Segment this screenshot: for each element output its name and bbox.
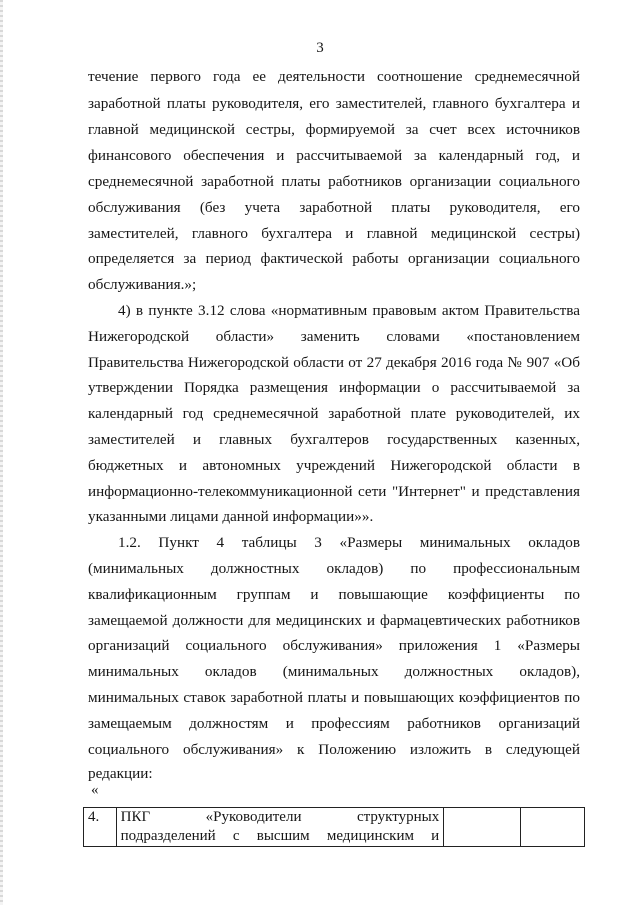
- text-line: квалификационным группам и повышающие коэффициенты по: [88, 586, 580, 603]
- text-line: указанными лицами данной информации»».: [88, 508, 374, 525]
- text-line: среднемесячной заработной платы работников организации социального: [88, 173, 580, 190]
- text-line: бюджетных и автономных учреждений Нижегородской области в: [88, 457, 580, 474]
- text-line: обслуживания (без учета заработной платы руководителя, его: [88, 199, 580, 216]
- row-description: [116, 808, 444, 847]
- text-line: организаций социального обслуживания» приложения 1 «Размеры: [88, 637, 580, 654]
- row-cell-empty: [521, 808, 585, 847]
- text-line: заместителей, главного бухгалтера и главной медицинской сестры): [88, 225, 580, 242]
- text-line: замещаемым должностям и профессиям работников организаций: [88, 715, 580, 732]
- text-line: информационно-телекоммуникационной сети "Интернет" и представления: [88, 483, 580, 500]
- text-line: утверждении Порядка размещения информации о рассчитываемой за: [88, 379, 580, 396]
- row-cell-empty: [444, 808, 521, 847]
- row-number: 4.: [84, 808, 117, 847]
- text-line: течение первого года ее деятельности соотношение среднемесячной: [88, 68, 580, 85]
- table-row: [84, 808, 585, 847]
- text-line: финансового обеспечения и рассчитываемой за календарный год, и: [88, 147, 580, 164]
- text-line: обслуживания.»;: [88, 276, 197, 293]
- text-line: Нижегородской области» заменить словами «постановлением: [88, 328, 580, 345]
- text-line: заработной платы руководителя, его заместителей, главного бухгалтера и: [88, 95, 580, 112]
- salary-table: [83, 807, 585, 847]
- text-line: Правительства Нижегородской области от 27 декабря 2016 года № 907 «Об: [88, 354, 580, 371]
- text-line: минимальных ставок заработной платы и повышающих коэффициентов по: [88, 689, 580, 706]
- text-line: определяется за период фактической работы организации социального: [88, 250, 580, 267]
- text-line: социального обслуживания» к Положению изложить в следующей: [88, 741, 580, 758]
- text-line: 1.2. Пункт 4 таблицы 3 «Размеры минимальных окладов: [118, 534, 580, 551]
- scan-edge: [0, 0, 3, 905]
- text-line: главной медицинской сестры, формируемой за счет всех источников: [88, 121, 580, 138]
- row-description-line: подразделений с высшим медицинским и: [120, 828, 440, 844]
- text-line: 4) в пункте 3.12 слова «нормативным правовым актом Правительства: [118, 302, 580, 319]
- opening-quote: «: [91, 782, 99, 798]
- row-description-line: ПКГ «Руководители структурных: [120, 809, 440, 825]
- page-number: 3: [316, 40, 324, 56]
- text-line: (минимальных должностных окладов) по профессиональным: [88, 560, 580, 577]
- text-line: календарный год среднемесячной заработной плате руководителей, их: [88, 405, 580, 422]
- text-line: замещаемой должности для медицинских и фармацевтических работников: [88, 612, 580, 629]
- text-line: редакции:: [88, 765, 153, 782]
- text-line: заместителей и главных бухгалтеров государственных казенных,: [88, 431, 580, 448]
- text-line: минимальных окладов (минимальных должностных окладов),: [88, 663, 580, 680]
